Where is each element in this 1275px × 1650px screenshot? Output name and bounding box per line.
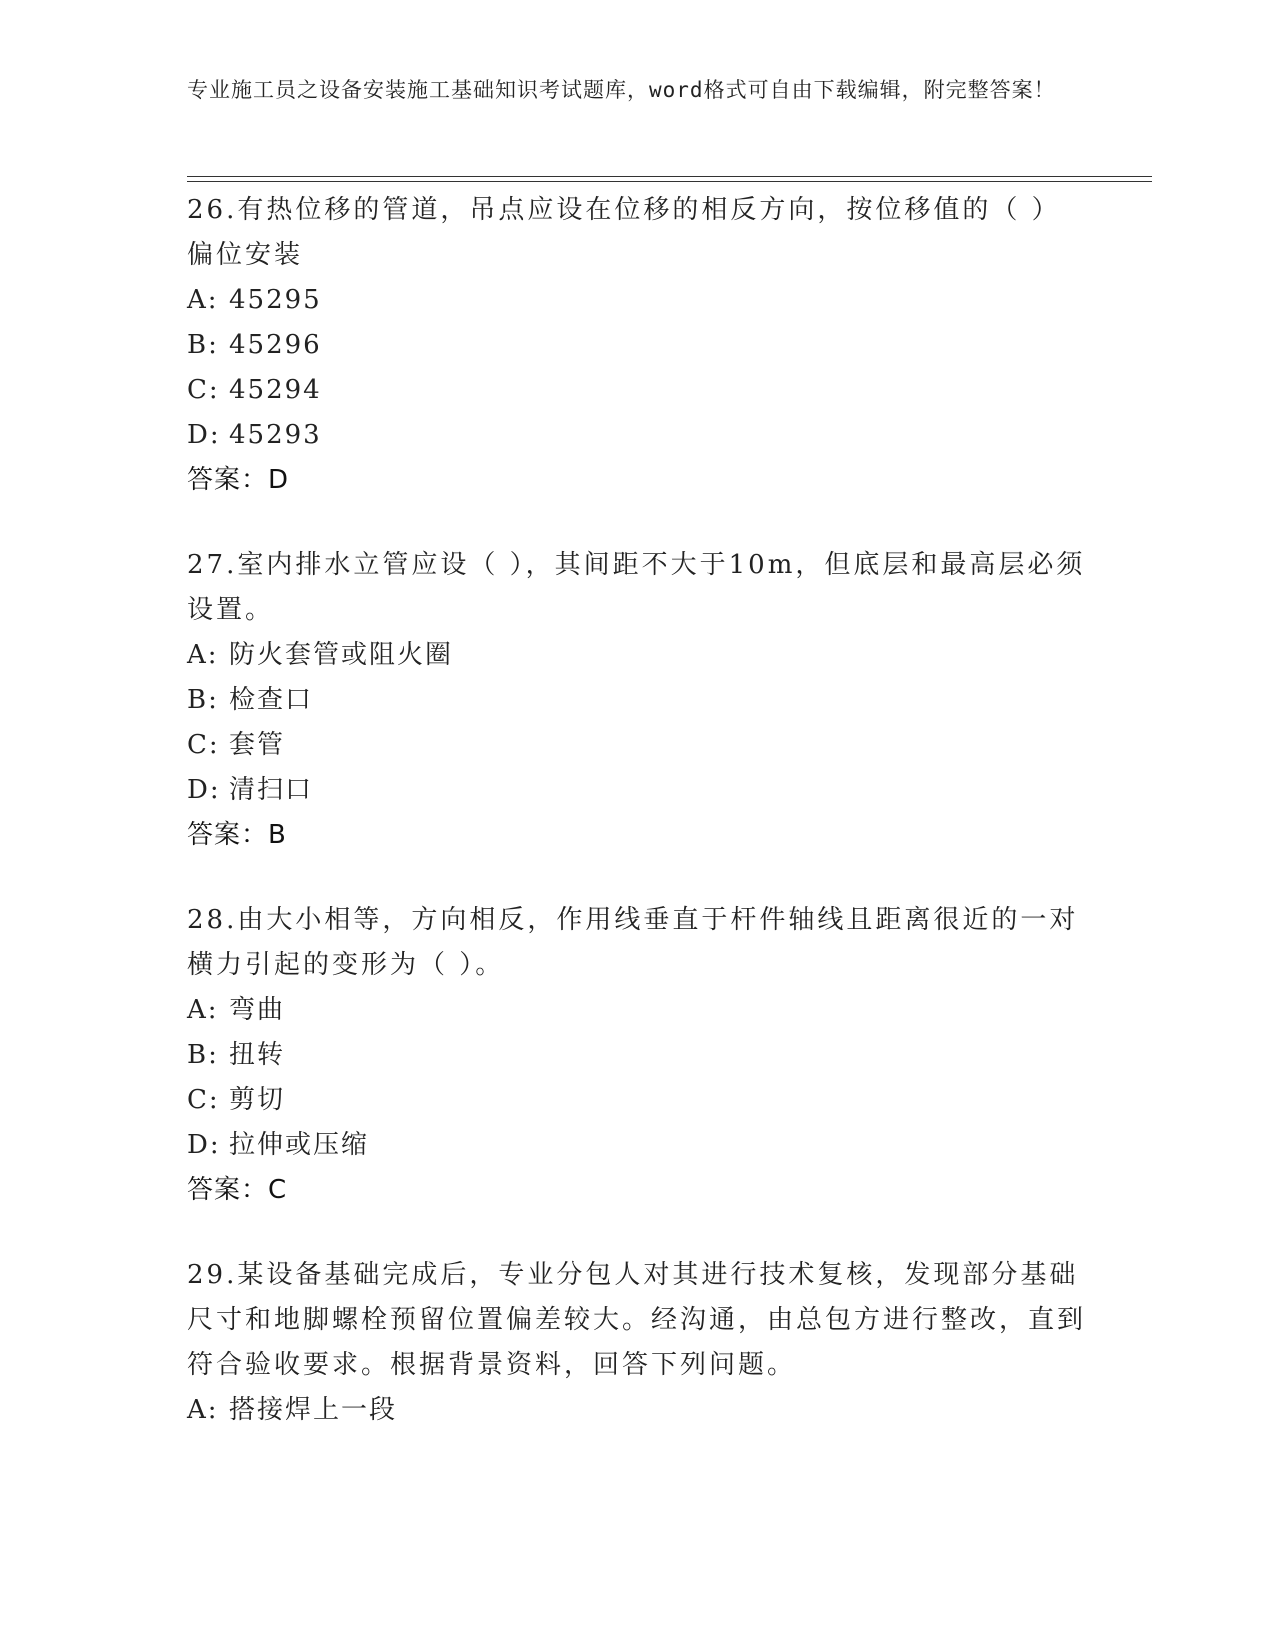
answer-line: 答案：B [187,820,287,850]
header-divider-bottom [187,181,1152,182]
option-letter: B: [187,685,219,715]
question-29 [187,1253,1087,1433]
option-text: 套管 [229,730,286,760]
question-stem: 26.有热位移的管道，吊点应设在位移的相反方向，按位移值的（ ）偏位安装 [187,195,1061,270]
option-b [187,323,1087,368]
option-letter: B: [187,330,219,360]
option-text: 45294 [229,375,322,405]
option-b [187,678,1087,723]
option-text: 45293 [229,420,322,450]
option-letter: A: [187,640,219,670]
answer-line: 答案：C [187,1175,288,1205]
option-text: 扭转 [229,1040,286,1070]
option-letter: B: [187,1040,219,1070]
option-b [187,1033,1087,1078]
option-d [187,768,1087,813]
question-list [187,188,1087,1473]
option-a [187,988,1087,1033]
option-text: 检查口 [229,685,314,715]
option-d [187,413,1087,458]
option-letter: A: [187,285,219,315]
question-stem: 29.某设备基础完成后，专业分包人对其进行技术复核，发现部分基础尺寸和地脚螺栓预留位置偏差较大。经沟通，由总包方进行整改，直到符合验收要求。根据背景资料，回答下列问题。 [187,1260,1087,1380]
question-stem: 27.室内排水立管应设（ ），其间距不大于10m，但底层和最高层必须设置。 [187,550,1086,625]
question-28 [187,898,1087,1213]
option-a [187,1388,1087,1433]
option-text: 防火套管或阻火圈 [229,640,454,670]
option-letter: D: [187,775,221,805]
header-divider-top [187,176,1152,177]
option-text: 弯曲 [229,995,286,1025]
question-26 [187,188,1087,503]
option-letter: A: [187,995,219,1025]
option-letter: D: [187,1130,221,1160]
option-text: 清扫口 [229,775,314,805]
option-a [187,633,1087,678]
option-text: 45296 [229,330,322,360]
option-a [187,278,1087,323]
option-text: 搭接焊上一段 [229,1395,398,1425]
option-c [187,1078,1087,1123]
option-text: 拉伸或压缩 [229,1130,370,1160]
option-letter: A: [187,1395,219,1425]
option-c [187,723,1087,768]
answer-line: 答案：D [187,465,290,495]
option-letter: C: [187,730,220,760]
option-text: 剪切 [229,1085,286,1115]
document-header-title: 专业施工员之设备安装施工基础知识考试题库，word格式可自由下载编辑，附完整答案！ [187,78,1056,102]
question-stem: 28.由大小相等，方向相反，作用线垂直于杆件轴线且距离很近的一对横力引起的变形为（ ）。 [187,905,1079,980]
option-c [187,368,1087,413]
question-27 [187,543,1087,858]
option-letter: C: [187,375,220,405]
option-text: 45295 [229,285,322,315]
option-d [187,1123,1087,1168]
option-letter: D: [187,420,221,450]
option-letter: C: [187,1085,220,1115]
